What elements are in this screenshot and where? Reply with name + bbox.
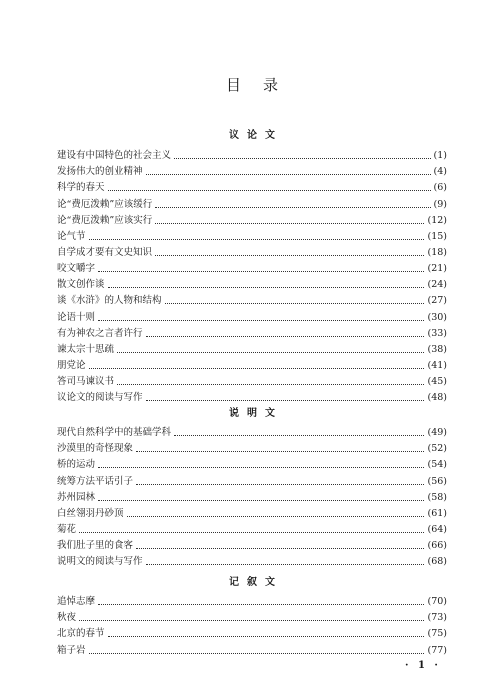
toc-entry-title: 白丝翎羽丹砂顶 [57,507,124,519]
toc-entry[interactable] [57,536,447,552]
toc-entry[interactable] [57,178,447,194]
toc-entry[interactable] [57,211,447,227]
leader-dots [98,271,424,272]
toc-entry-title: 箱子岩 [57,644,86,656]
toc-entry[interactable] [57,307,447,323]
toc-entry-title: 谈《水浒》的人物和结构 [57,295,162,307]
page-title: 目录 [225,76,300,94]
toc-entry-page: (66) [427,540,447,552]
toc-entry[interactable] [57,372,447,388]
toc-entry-page: (33) [427,327,447,339]
toc-entry-title: 发扬伟大的创业精神 [57,166,143,178]
leader-dots [98,500,424,501]
leader-dots [98,320,424,321]
toc-entry-title: 议论文的阅读与写作 [57,392,143,404]
toc-entry[interactable] [57,488,447,504]
toc-entry-page: (75) [427,628,447,640]
toc-entry-page: (52) [427,443,447,455]
toc-entry-title: 追悼志摩 [57,596,96,608]
toc-entry[interactable] [57,439,447,455]
toc-entry[interactable] [57,291,447,307]
toc-entry-title: 咬文嚼字 [57,263,96,275]
toc-entry[interactable] [57,520,447,536]
toc-entry-title: 我们肚子里的食客 [57,540,134,552]
toc-entry-page: (27) [427,295,447,307]
leader-dots [146,174,431,175]
leader-dots [127,516,425,517]
toc-entry-title: 论语十则 [57,311,96,323]
toc-entry[interactable] [57,640,447,656]
toc-entry-title: 沙漠里的奇怪现象 [57,443,134,455]
toc-entry-title: 北京的春节 [57,628,105,640]
toc-entry-page: (56) [427,475,447,487]
toc-entry[interactable] [57,455,447,471]
toc-entry[interactable] [57,275,447,291]
leader-dots [136,451,424,452]
toc-entry[interactable] [57,624,447,640]
leader-dots [136,548,424,549]
toc-entry-title: 谏太宗十思疏 [57,343,115,355]
toc-entry-page: (45) [427,376,447,388]
leader-dots [146,336,425,337]
toc-entry-title: 答司马谏议书 [57,376,115,388]
toc-entry-title: 现代自然科学中的基础学科 [57,427,172,439]
toc-entry-page: (4) [433,166,447,178]
leader-dots [155,223,424,224]
toc-list-narrative [57,592,447,657]
toc-entry-page: (77) [427,644,447,656]
leader-dots [174,435,424,436]
leader-dots [98,467,424,468]
toc-entry[interactable] [57,227,447,243]
leader-dots [174,158,431,159]
toc-entry-title: 统筹方法平话引子 [57,475,134,487]
toc-entry[interactable] [57,504,447,520]
toc-list-expository [57,423,447,568]
toc-entry-title: 桥的运动 [57,459,96,471]
section-heading-argumentative: 议论文 [229,130,283,141]
toc-entry-page: (49) [427,427,447,439]
toc-entry-page: (1) [433,150,447,162]
toc-entry-title: 朋党论 [57,359,86,371]
toc-entry-title: 散文创作谈 [57,279,105,291]
toc-entry-page: (9) [433,198,447,210]
toc-entry-page: (73) [427,612,447,624]
toc-entry-title: 说明文的阅读与写作 [57,556,143,568]
toc-entry-page: (61) [427,507,447,519]
toc-entry-page: (38) [427,343,447,355]
toc-entry-title: 建设有中国特色的社会主义 [57,150,172,162]
section-heading-narrative: 记叙文 [229,577,283,588]
leader-dots [108,636,425,637]
leader-dots [108,190,431,191]
toc-entry-title: 科学的春天 [57,182,105,194]
leader-dots [117,384,424,385]
toc-entry[interactable] [57,194,447,210]
toc-list-argumentative [57,146,447,404]
leader-dots [136,484,424,485]
toc-entry-page: (12) [427,214,447,226]
toc-entry-page: (21) [427,263,447,275]
leader-dots [155,207,430,208]
toc-entry[interactable] [57,423,447,439]
toc-entry-title: 苏州园林 [57,491,96,503]
toc-entry-page: (30) [427,311,447,323]
leader-dots [117,352,424,353]
toc-entry[interactable] [57,243,447,259]
toc-entry[interactable] [57,388,447,404]
leader-dots [146,400,425,401]
leader-dots [165,303,425,304]
leader-dots [89,239,425,240]
toc-entry-page: (41) [427,359,447,371]
leader-dots [98,604,424,605]
toc-entry-page: (54) [427,459,447,471]
section-heading-expository: 说明文 [229,408,283,419]
toc-entry-page: (64) [427,523,447,535]
leader-dots [155,255,424,256]
toc-entry[interactable] [57,471,447,487]
toc-entry-page: (58) [427,491,447,503]
toc-entry-page: (18) [427,246,447,258]
leader-dots [108,287,425,288]
page-number: · 1 · [405,660,441,671]
toc-entry-title: 论“费厄泼赖”应该缓行 [57,198,153,210]
toc-entry-title: 自学成才要有文史知识 [57,246,153,258]
toc-entry[interactable] [57,259,447,275]
toc-entry-title: 菊花 [57,523,77,535]
toc-entry-page: (6) [433,182,447,194]
leader-dots [79,532,424,533]
leader-dots [79,620,424,621]
toc-entry-page: (48) [427,392,447,404]
toc-entry[interactable] [57,356,447,372]
toc-entry[interactable] [57,146,447,162]
leader-dots [146,564,425,565]
toc-entry[interactable] [57,552,447,568]
toc-entry-page: (70) [427,596,447,608]
toc-entry-page: (15) [427,230,447,242]
toc-entry-title: 有为神农之言者许行 [57,327,143,339]
leader-dots [89,368,425,369]
toc-entry[interactable] [57,592,447,608]
toc-entry-title: 论“费厄泼赖”应该实行 [57,214,153,226]
toc-entry[interactable] [57,324,447,340]
toc-entry[interactable] [57,340,447,356]
leader-dots [89,653,425,654]
toc-entry-title: 秋夜 [57,612,77,624]
toc-entry-page: (68) [427,556,447,568]
toc-entry-page: (24) [427,279,447,291]
toc-entry[interactable] [57,608,447,624]
toc-entry-title: 论气节 [57,230,86,242]
toc-entry[interactable] [57,162,447,178]
